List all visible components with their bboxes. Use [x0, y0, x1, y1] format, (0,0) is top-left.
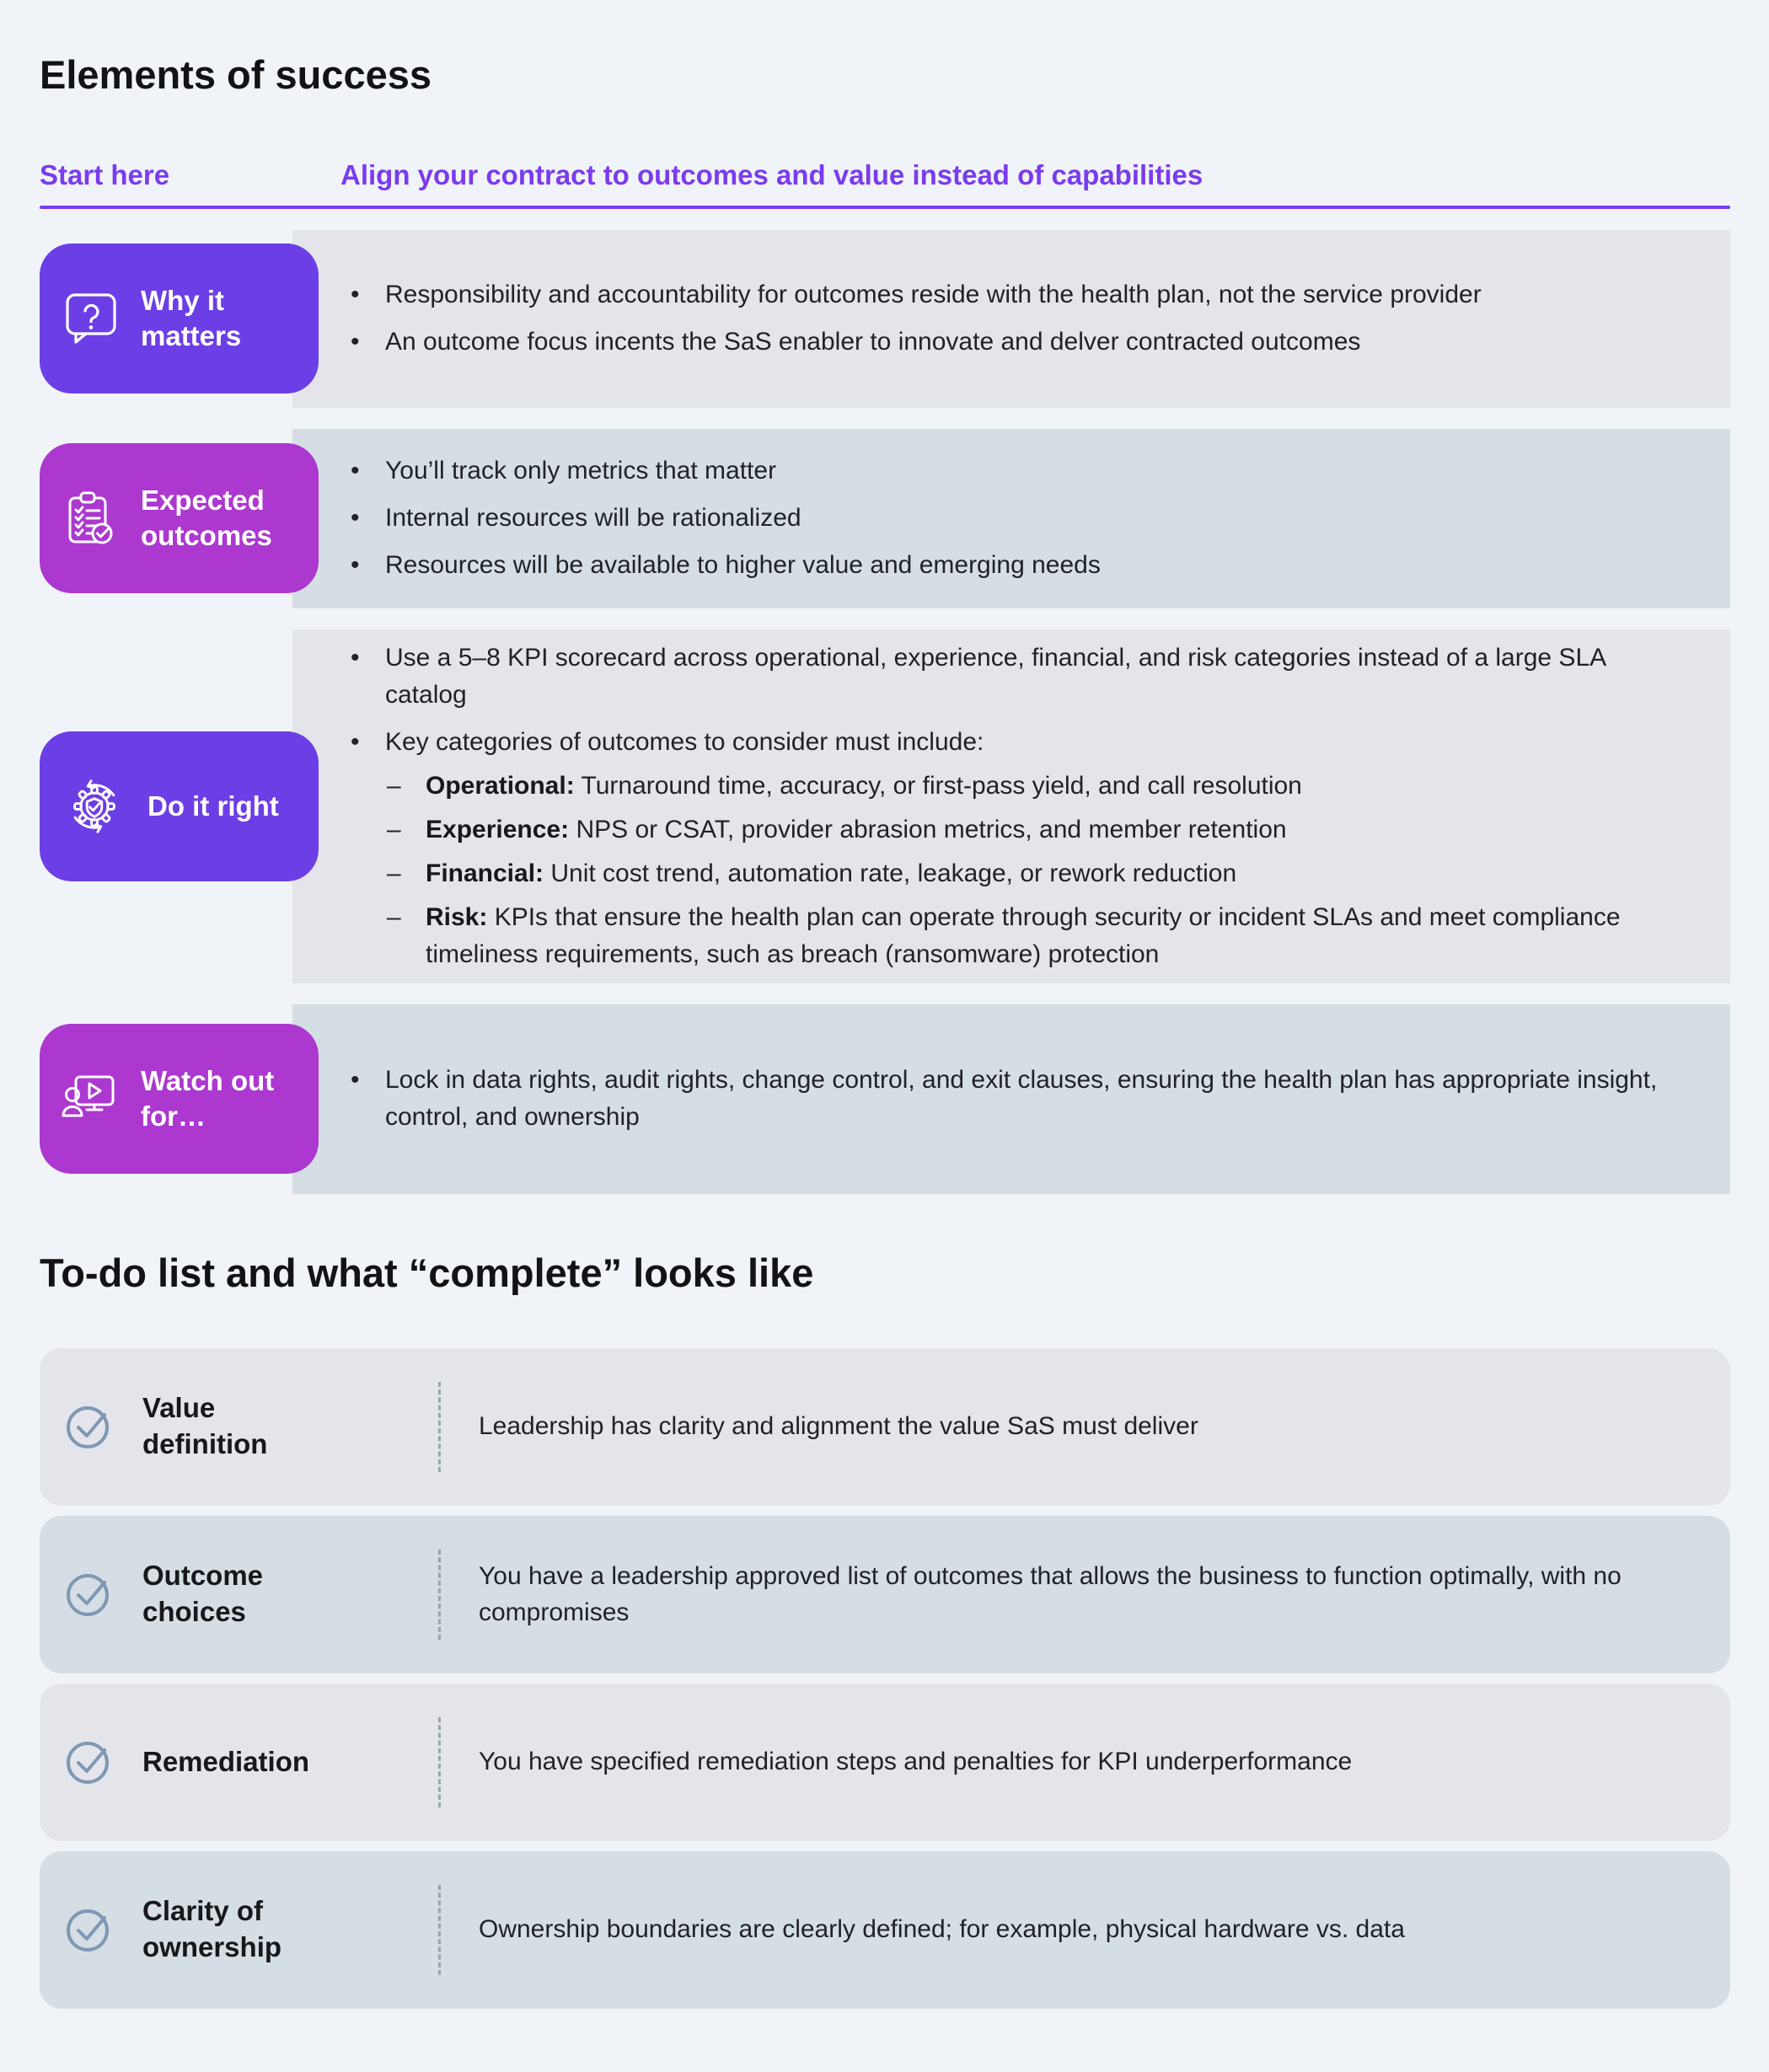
row-content-expected-outcomes [292, 429, 1730, 608]
todo-row-description: Ownership boundaries are clearly defined; for example, physical hardware vs. data [479, 1915, 1405, 1944]
todo-row-left [40, 1737, 438, 1786]
gear-shield-icon [62, 774, 127, 839]
sub-bullet-label: Risk: [426, 902, 488, 931]
bullet-text: Use a 5–8 KPI scorecard across operational, experience, financial, and risk categories instead of a large SLA catalog [385, 643, 1606, 709]
sub-bullet-text: NPS or CSAT, provider abrasion metrics, and member retention [576, 815, 1287, 843]
matrix-row-expected-outcomes [40, 429, 1730, 608]
bullet-text: Internal resources will be rationalized [385, 504, 801, 533]
bullet-text: Key categories of outcomes to consider must include: [385, 727, 984, 756]
page-title: Elements of success [40, 52, 432, 97]
todo-row-description: You have a leadership approved list of outcomes that allows the business to function optimally, with no compromises [479, 1561, 1622, 1627]
bullet-item [347, 547, 1684, 584]
bullet-item [347, 276, 1684, 313]
row-label-watch-out-for [40, 1024, 319, 1174]
sub-bullet-text: Unit cost trend, automation rate, leakage, or rework reduction [550, 859, 1237, 887]
row-label-text: Expected outcomes [141, 484, 272, 552]
checklist-clipboard-icon [62, 489, 121, 548]
sub-bullet-item [385, 768, 1684, 805]
todo-row-clarity-of-ownership [40, 1851, 1730, 2009]
sub-bullet-text: KPIs that ensure the health plan can operate through security or incident SLAs and meet compliance timeliness requirements, such as breach (ransomware) protection [426, 902, 1621, 968]
bullet-text: An outcome focus incents the SaS enabler to innovate and delver contracted outcomes [385, 328, 1361, 356]
sub-bullet-label: Financial: [426, 859, 544, 887]
bullet-item [347, 500, 1684, 537]
purple-divider-rule [40, 206, 1730, 209]
bullet-text: Responsibility and accountability for outcomes reside with the health plan, not the service provider [385, 281, 1482, 309]
bullet-item [347, 452, 1684, 490]
sub-bullet-item [385, 855, 1684, 892]
check-circle-icon [65, 1570, 114, 1619]
todo-row-left [40, 1390, 438, 1463]
todo-row-title: Clarity of ownership [142, 1895, 282, 1963]
matrix-row-why-it-matters [40, 230, 1730, 408]
todo-row-left [40, 1893, 438, 1966]
check-circle-icon [65, 1905, 114, 1954]
matrix-row-watch-out-for [40, 1004, 1730, 1194]
row-content-watch-out-for [292, 1004, 1730, 1194]
todo-row-left [40, 1558, 438, 1630]
matrix-header [40, 158, 1730, 192]
bullet-item [347, 724, 1684, 973]
row-label-text: Watch out for… [141, 1064, 275, 1132]
sub-bullet-item [385, 899, 1684, 973]
bullet-text: Resources will be available to higher value and emerging needs [385, 551, 1101, 580]
question-bubble-icon [62, 289, 121, 348]
todo-section-title: To-do list and what “complete” looks like [40, 1250, 814, 1295]
sub-bullet-text: Turnaround time, accuracy, or first-pass yield, and call resolution [581, 771, 1302, 800]
row-label-do-it-right [40, 731, 319, 881]
sub-bullet-label: Operational: [426, 771, 575, 800]
row-label-expected-outcomes [40, 443, 319, 593]
sub-bullet-label: Experience: [426, 815, 570, 843]
todo-row-title: Outcome choices [142, 1560, 264, 1628]
matrix-row-do-it-right [40, 629, 1730, 983]
column-header-start-here: Start here [40, 159, 170, 191]
person-monitor-icon [62, 1069, 121, 1128]
row-label-why-it-matters [40, 244, 319, 394]
bullet-item [347, 1062, 1684, 1136]
bullet-text: You’ll track only metrics that matter [385, 457, 777, 485]
row-content-why-it-matters [292, 230, 1730, 408]
sub-bullet-item [385, 811, 1684, 849]
check-circle-icon [65, 1402, 114, 1451]
todo-row-outcome-choices [40, 1516, 1730, 1673]
todo-row-description: You have specified remediation steps and penalties for KPI underperformance [479, 1748, 1353, 1776]
row-content-do-it-right [292, 629, 1730, 983]
todo-row-title: Remediation [142, 1745, 310, 1777]
row-label-text: Do it right [147, 790, 279, 822]
row-label-text: Why it matters [141, 284, 242, 352]
todo-row-value-definition [40, 1348, 1730, 1506]
bullet-item [347, 324, 1684, 361]
bullet-text: Lock in data rights, audit rights, change control, and exit clauses, ensuring the health plan has appropriate insight, control, and ownership [385, 1066, 1658, 1132]
bullet-item [347, 640, 1684, 714]
todo-row-remediation [40, 1684, 1730, 1841]
check-circle-icon [65, 1737, 114, 1786]
todo-row-description: Leadership has clarity and alignment the value SaS must deliver [479, 1412, 1198, 1441]
column-header-align: Align your contract to outcomes and value instead of capabilities [340, 159, 1203, 191]
todo-row-title: Value definition [142, 1392, 268, 1460]
